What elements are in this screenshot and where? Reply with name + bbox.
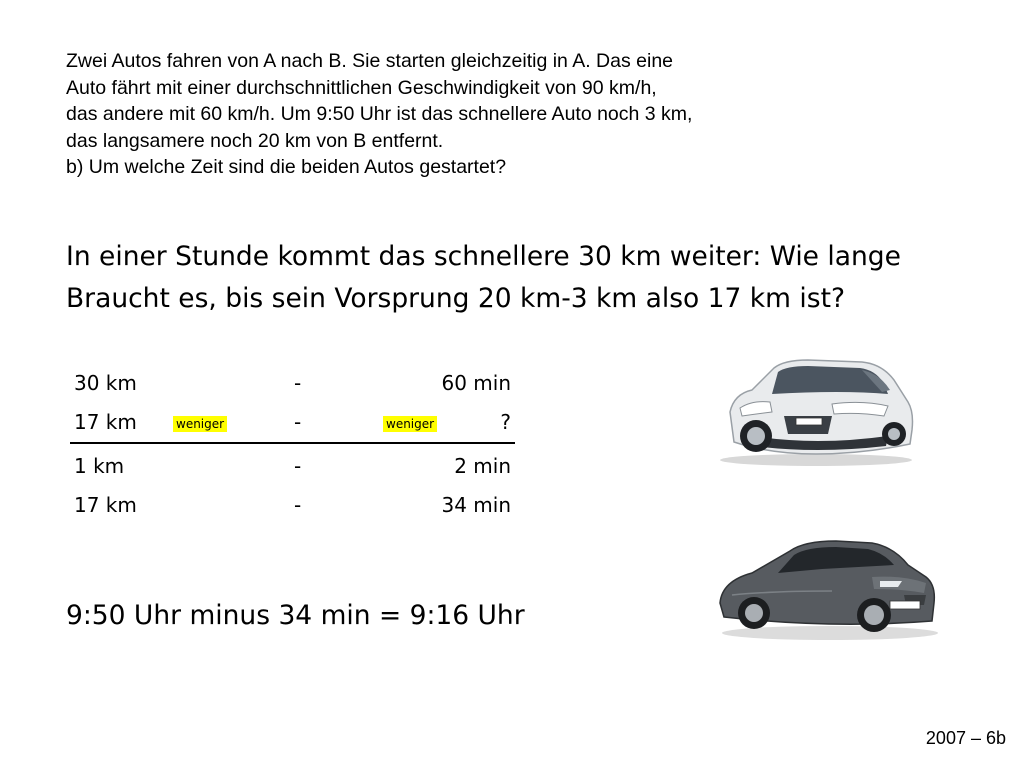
calc-dash: - [294, 371, 302, 395]
calc-row [70, 365, 515, 404]
calc-time: ? [500, 410, 511, 434]
calc-time: 34 min [441, 493, 511, 517]
problem-statement [66, 48, 926, 181]
explanation-line: Braucht es, bis sein Vorsprung 20 km-3 km also 17 km ist? [66, 283, 846, 314]
calc-time: 60 min [441, 371, 511, 395]
problem-line: Auto fährt mit einer durchschnittlichen Geschwindigkeit von 90 km/h, [66, 76, 657, 99]
highlight-label-weniger: weniger [173, 416, 227, 432]
calc-distance: 17 km [74, 410, 137, 434]
problem-line: das langsamere noch 20 km von B entfernt. [66, 129, 444, 152]
problem-question: b) Um welche Zeit sind die beiden Autos gestartet? [66, 156, 507, 178]
result-line: 9:50 Uhr minus 34 min = 9:16 Uhr [66, 600, 525, 631]
calc-time: 2 min [454, 454, 511, 478]
proportion-table [70, 365, 515, 526]
calc-dash: - [294, 454, 302, 478]
problem-line: Zwei Autos fahren von A nach B. Sie starten gleichzeitig in A. Das eine [66, 50, 674, 72]
calc-dash: - [294, 410, 302, 434]
calc-row [70, 487, 515, 526]
calc-distance: 30 km [74, 371, 137, 395]
highlight-label-weniger: weniger [383, 416, 437, 432]
explanation-line: In einer Stunde kommt das schnellere 30 km weiter: Wie lange [66, 241, 901, 272]
calc-distance: 1 km [74, 454, 125, 478]
white-hatchback-car-image [712, 350, 920, 466]
problem-line: das andere mit 60 km/h. Um 9:50 Uhr ist das schnellere Auto noch 3 km, [66, 103, 693, 125]
calc-distance: 17 km [74, 493, 137, 517]
slide-reference: 2007 – 6b [925, 728, 1006, 748]
explanation [66, 236, 966, 320]
calc-row [70, 448, 515, 487]
calc-dash: - [294, 493, 302, 517]
grey-sedan-car-image [712, 525, 942, 643]
calc-row [70, 404, 515, 444]
